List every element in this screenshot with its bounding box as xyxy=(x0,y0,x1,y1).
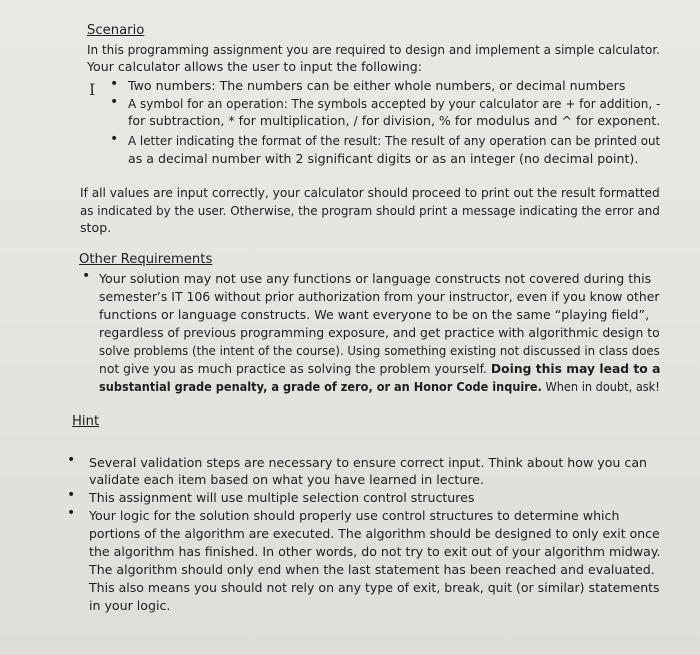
hint-bullet-3-line-4: The algorithm should only end when the last statement has been reached and evaluated. xyxy=(89,562,655,577)
bullet-icon: • xyxy=(67,452,76,468)
hint-bullet-3-line-5: This also means you should not rely on any type of exit, break, quit (or similar) statements xyxy=(89,580,660,595)
requirements-line-7 xyxy=(99,378,660,395)
hint-bullet-2-line-1: This assignment will use multiple selection control structures xyxy=(89,490,475,505)
bullet-icon: • xyxy=(110,94,119,110)
requirements-line-6 xyxy=(99,360,660,377)
other-requirements-heading: Other Requirements xyxy=(79,252,213,267)
hint-bullet-3-line-2: portions of the algorithm are executed. The algorithm should be designed to only exit once xyxy=(89,526,660,541)
scenario-bullet-3-line-2: as a decimal number with 2 significant digits or as an integer (no decimal point). xyxy=(128,151,639,166)
scenario-paragraph-line-1: If all values are input correctly, your calculator should proceed to print out the result formatted xyxy=(80,185,660,200)
hint-heading: Hint xyxy=(72,414,100,429)
hint-bullet-3-line-6: in your logic. xyxy=(89,598,171,613)
scenario-intro-line-2: Your calculator allows the user to input the following: xyxy=(87,59,422,74)
scenario-paragraph-line-3: stop. xyxy=(80,220,112,235)
scenario-bullet-2-line-1: A symbol for an operation: The symbols accepted by your calculator are + for addition, - xyxy=(128,96,661,111)
requirements-line-1: Your solution may not use any functions or language constructs not covered during this xyxy=(99,271,652,286)
requirements-line-2: semester’s IT 106 without prior authorization from your instructor, even if you know other xyxy=(99,289,660,304)
bullet-icon: • xyxy=(82,268,91,284)
requirements-warning-1: Doing this may lead to a xyxy=(490,361,661,376)
bullet-icon: • xyxy=(67,505,76,521)
requirements-line-5: solve problems (the intent of the course). Using something existing not discussed in class does xyxy=(99,343,660,358)
scenario-bullet-1-line-1: Two numbers: The numbers can be either whole numbers, or decimal numbers xyxy=(128,78,626,93)
requirements-line-4: regardless of previous programming exposure, and get practice with algorithmic design to xyxy=(99,325,660,340)
scenario-heading: Scenario xyxy=(87,23,145,38)
text-cursor-icon: I xyxy=(89,80,96,99)
scenario-bullet-2-line-2: for subtraction, * for multiplication, / for division, % for modulus and ^ for exponent. xyxy=(128,113,661,128)
bullet-icon: • xyxy=(67,487,76,503)
hint-bullet-3-line-1: Your logic for the solution should properly use control structures to determine which xyxy=(89,508,620,523)
scenario-paragraph-line-2: as indicated by the user. Otherwise, the program should print a message indicating the error and xyxy=(80,203,660,218)
requirements-warning-2: substantial grade penalty, a grade of zero, or an Honor Code inquire. xyxy=(99,379,542,394)
bullet-icon: • xyxy=(110,76,119,92)
bullet-icon: • xyxy=(110,131,119,147)
requirements-closing: When in doubt, ask! xyxy=(545,379,660,394)
scenario-intro-line-1: In this programming assignment you are required to design and implement a simple calculator. xyxy=(87,42,660,57)
scenario-bullet-3-line-1: A letter indicating the format of the result: The result of any operation can be printed out xyxy=(128,133,661,148)
requirements-line-6-text: not give you as much practice as solving the problem yourself. xyxy=(99,361,487,376)
requirements-line-3: functions or language constructs. We want everyone to be on the same “playing field”, xyxy=(99,307,650,322)
hint-bullet-1-line-2: validate each item based on what you have learned in lecture. xyxy=(89,472,484,487)
hint-bullet-1-line-1: Several validation steps are necessary to ensure correct input. Think about how you can xyxy=(89,455,648,470)
hint-bullet-3-line-3: the algorithm has finished. In other words, do not try to exit out of your algorithm midway. xyxy=(89,544,661,559)
